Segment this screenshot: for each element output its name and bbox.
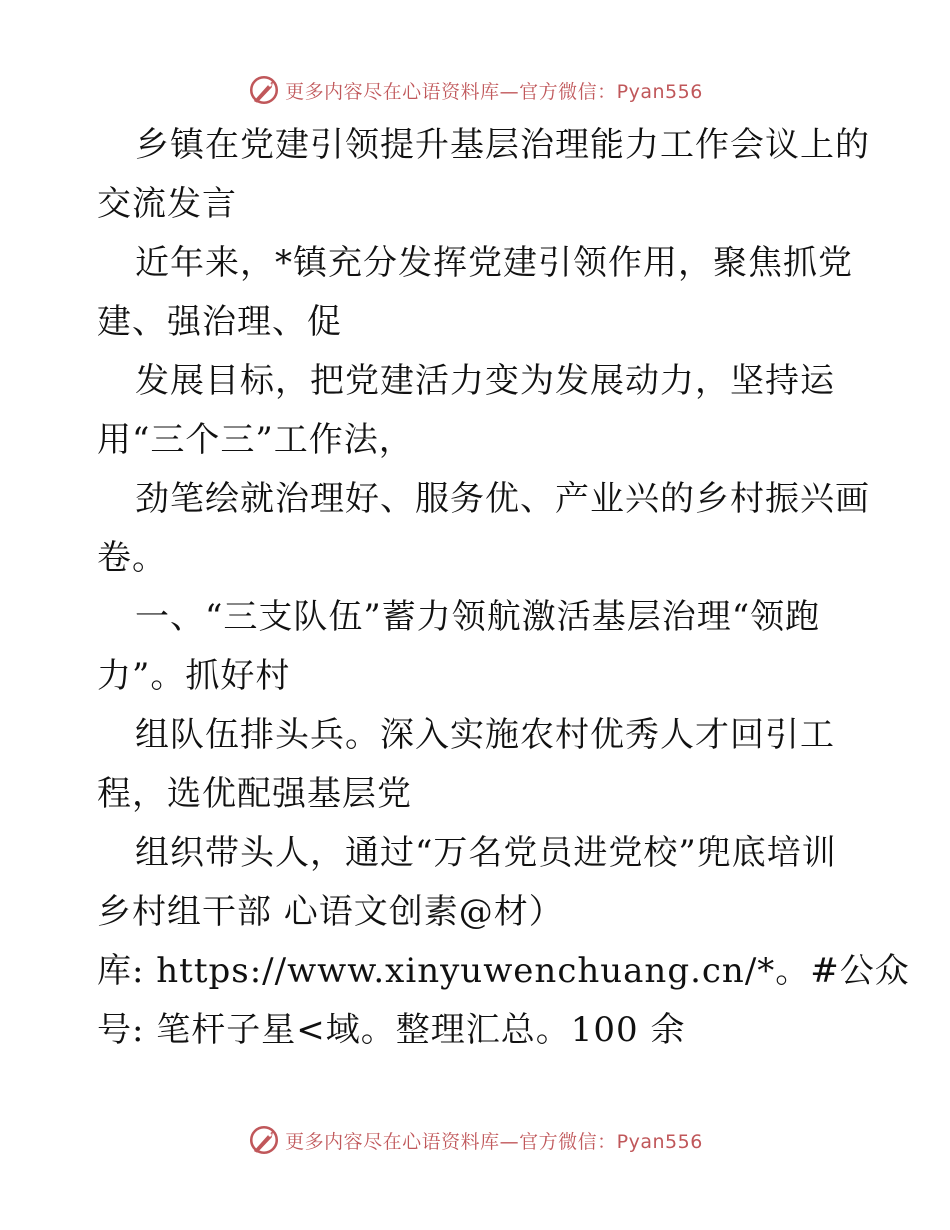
footer-banner-text: 更多内容尽在心语资料库—官方微信：Pyan556: [285, 1130, 703, 1153]
text-line: 乡村组干部 心语文创素@材）: [97, 892, 564, 932]
text-line: 乡镇在党建引领提升基层治理能力工作会议上的: [135, 125, 870, 165]
text-line: 程，选优配强基层党: [97, 774, 412, 814]
pen-nib-logo-icon: [247, 73, 281, 107]
text-line: 一、“三支队伍”蓄力领航激活基层治理“领跑: [135, 597, 821, 637]
text-line: 卷。: [97, 538, 167, 578]
text-line: 用“三个三”工作法，: [97, 420, 414, 460]
text-line: 号: 笔杆子星<域。整理汇总。100 余: [97, 1010, 686, 1050]
text-line: 建、强治理、促: [97, 302, 342, 342]
header-banner-text: 更多内容尽在心语资料库—官方微信：Pyan556: [285, 80, 703, 103]
text-line: 近年来，*镇充分发挥党建引领作用，聚焦抓党: [135, 243, 853, 283]
footer-banner: [0, 1120, 950, 1160]
document-body: [97, 116, 910, 1060]
text-line: 发展目标，把党建活力变为发展动力，坚持运: [135, 361, 835, 401]
text-line: 力”。抓好村: [97, 656, 291, 696]
text-line: 组织带头人，通过“万名党员进党校”兜底培训: [135, 833, 837, 873]
text-line: 劲笔绘就治理好、服务优、产业兴的乡村振兴画: [135, 479, 870, 519]
text-line: 组队伍排头兵。深入实施农村优秀人才回引工: [135, 715, 835, 755]
text-line: 交流发言: [97, 184, 237, 224]
header-banner: [0, 70, 950, 110]
text-line: 库: https://www.xinyuwenchuang.cn/*。#公众: [97, 951, 910, 991]
pen-nib-logo-icon: [247, 1123, 281, 1157]
